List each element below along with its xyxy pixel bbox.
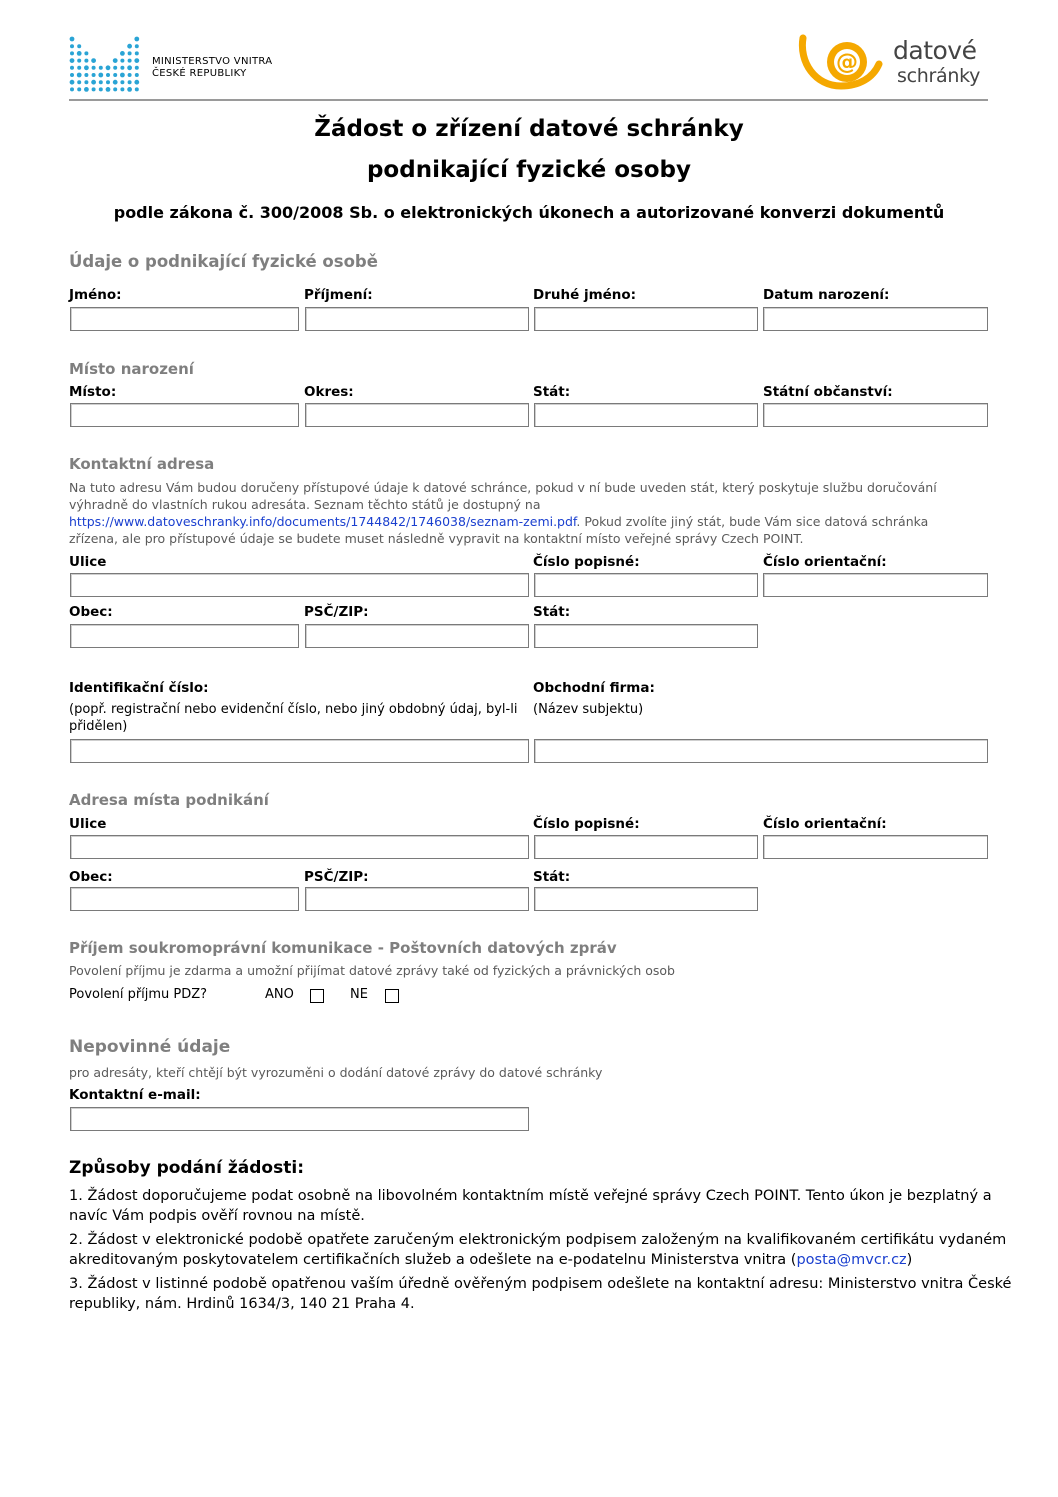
- method-3-line1: 3. Žádost v listinné podobě opatřenou vaším úředně ověřeným podpisem odešlete na kontaktní adresu: Ministerstvo vnitra České: [69, 1276, 1012, 1292]
- contact-note-line3-tail: . Pokud zvolíte jiný stát, bude Vám sice datová schránka: [576, 514, 929, 529]
- method-2-line2: [69, 1250, 989, 1270]
- logo-dot: [77, 73, 82, 78]
- logo-dot: [77, 44, 81, 48]
- logo-dot: [99, 80, 103, 84]
- contact-street-label: Ulice: [69, 554, 107, 570]
- logo-dot: [127, 44, 132, 49]
- optional-heading: Nepovinné údaje: [69, 1037, 231, 1057]
- ministry-dots-icon: [69, 36, 141, 92]
- contact-note-line2: výhradně do vlastních rukou adresáta. Seznam těchto států je dostupný na: [69, 497, 541, 512]
- business-zip-field[interactable]: [305, 887, 529, 911]
- header-divider: [69, 99, 988, 101]
- logo-dot: [120, 87, 124, 91]
- methods-heading: Způsoby podání žádosti:: [69, 1158, 304, 1178]
- country-list-link[interactable]: https://www.datoveschranky.info/documents/1744842/1746038/seznam-zemi.pdf: [69, 514, 577, 529]
- contact-city-label: Obec:: [69, 604, 113, 620]
- page-title-line2: podnikající fyzické osoby: [366, 157, 692, 183]
- logo-dot: [135, 73, 139, 77]
- logo-dot: [70, 51, 74, 55]
- middle-name-field[interactable]: [534, 307, 758, 331]
- logo-dot: [91, 80, 96, 85]
- logo-dot: [127, 65, 132, 70]
- pdz-yes-checkbox[interactable]: [310, 989, 324, 1003]
- logo-dot: [77, 66, 81, 70]
- page-subtitle: podle zákona č. 300/2008 Sb. o elektronických úkonech a autorizované konverzi dokumentů: [113, 203, 945, 222]
- logo-dot: [135, 44, 139, 48]
- logo-dot: [70, 80, 75, 85]
- logo-dot: [135, 87, 139, 91]
- logo-dot: [127, 87, 132, 92]
- logo-dot: [70, 44, 74, 48]
- email-link[interactable]: posta@mvcr.cz: [796, 1252, 907, 1268]
- method-2-line1: 2. Žádost v elektronické podobě opatřete zaručeným elektronickým podpisem založeným na kvalifikovaném certifikátu vydaném: [69, 1232, 1007, 1248]
- id-number-note-line2: přidělen): [69, 719, 128, 734]
- method-1-line1: 1. Žádost doporučujeme podat osobně na libovolném kontaktním místě veřejné správy Czech POINT. Tento úkon je bezplatný a: [69, 1188, 992, 1204]
- logo-dot: [106, 65, 111, 70]
- business-house-no-field[interactable]: [534, 835, 758, 859]
- id-number-note-line1: (popř. registrační nebo evidenční číslo, nebo jiný obdobný údaj, byl-li: [69, 702, 518, 717]
- birth-place-label: Místo:: [69, 384, 117, 400]
- logo-dot: [113, 87, 117, 91]
- contact-heading: Kontaktní adresa: [69, 455, 215, 473]
- method-3-line2: republiky, nám. Hrdinů 1634/3, 140 21 Praha 4.: [69, 1296, 415, 1312]
- last-name-label: Příjmení:: [304, 287, 373, 303]
- business-state-field[interactable]: [534, 887, 758, 911]
- method-2-line2-text: akreditovaným poskytovatelem certifikačních služeb a odešlete na e-podatelnu Ministerstva vnitra (: [69, 1252, 797, 1268]
- logo-dot: [113, 58, 118, 63]
- birth-district-field[interactable]: [305, 403, 529, 427]
- logo-dot: [84, 59, 88, 63]
- business-heading: Adresa místa podnikání: [69, 791, 269, 809]
- pdz-heading: Příjem soukromoprávní komunikace - Poštovních datových zpráv: [69, 939, 617, 957]
- contact-state-label: Stát:: [533, 604, 571, 620]
- last-name-field[interactable]: [305, 307, 529, 331]
- logo-dot: [128, 59, 132, 63]
- birth-place-field[interactable]: [70, 403, 299, 427]
- datove-schranky-logo: [797, 34, 892, 92]
- logo-dot: [120, 66, 124, 70]
- business-state-label: Stát:: [533, 869, 571, 885]
- contact-orient-no-field[interactable]: [763, 573, 988, 597]
- contact-zip-field[interactable]: [305, 624, 529, 648]
- logo-dot: [91, 58, 96, 63]
- logo-dot: [92, 87, 96, 91]
- contact-house-no-field[interactable]: [534, 573, 758, 597]
- business-city-label: Obec:: [69, 869, 113, 885]
- logo-dot: [128, 80, 132, 84]
- logo-dot: [134, 80, 139, 85]
- logo-dot: [128, 51, 132, 55]
- contact-orient-no-label: Číslo orientační:: [763, 554, 887, 570]
- logo-dot: [128, 73, 132, 77]
- logo-dot: [70, 66, 74, 70]
- citizenship-field[interactable]: [763, 403, 988, 427]
- logo-dot: [106, 87, 111, 92]
- logo-dot: [84, 51, 88, 55]
- logo-dot: [77, 87, 81, 91]
- business-house-no-label: Číslo popisné:: [533, 816, 640, 832]
- business-street-field[interactable]: [70, 835, 529, 859]
- logo-dot: [120, 51, 125, 56]
- method-2-line2-close: ): [906, 1252, 913, 1268]
- ministry-name-line2: ČESKÉ REPUBLIKY: [152, 68, 247, 79]
- contact-street-field[interactable]: [70, 573, 529, 597]
- logo-dot: [113, 66, 117, 70]
- logo-dot: [70, 58, 75, 63]
- logo-dot: [120, 80, 124, 84]
- contact-house-no-label: Číslo popisné:: [533, 554, 640, 570]
- logo-dot: [92, 66, 96, 70]
- logo-dot: [134, 37, 139, 42]
- business-city-field[interactable]: [70, 887, 299, 911]
- logo-dot: [113, 73, 117, 77]
- pdz-question: Povolení příjmu PDZ?: [69, 987, 208, 1002]
- birth-state-label: Stát:: [533, 384, 571, 400]
- ministry-name-line1: MINISTERSTVO VNITRA: [152, 56, 273, 67]
- email-field[interactable]: [70, 1107, 529, 1131]
- pdz-yes-label: ANO: [265, 987, 294, 1002]
- pdz-note: Povolení příjmu je zdarma a umožní přijímat datové zprávy také od fyzických a právnických osob: [69, 963, 675, 978]
- optional-note: pro adresáty, kteří chtějí být vyrozuměni o dodání datové zprávy do datové schránky: [69, 1065, 603, 1080]
- person-heading: Údaje o podnikající fyzické osobě: [69, 252, 378, 271]
- contact-zip-label: PSČ/ZIP:: [304, 604, 369, 620]
- logo-dot: [135, 66, 139, 70]
- id-number-field[interactable]: [70, 739, 529, 763]
- logo-dot: [77, 59, 81, 63]
- middle-name-label: Druhé jméno:: [533, 287, 637, 303]
- contact-note-line4: zřízena, ale pro přístupové údaje se budete muset následně vypravit na kontaktní místo veřejné správy Czech POINT.: [69, 531, 804, 546]
- birthplace-heading: Místo narození: [69, 360, 194, 378]
- birth-date-label: Datum narození:: [763, 287, 890, 303]
- business-street-label: Ulice: [69, 816, 107, 832]
- company-field[interactable]: [534, 739, 988, 763]
- ministry-logo: [69, 36, 141, 92]
- contact-city-field[interactable]: [70, 624, 299, 648]
- brand-line1: datové: [893, 36, 977, 65]
- logo-dot: [106, 73, 110, 77]
- first-name-field[interactable]: [70, 307, 299, 331]
- logo-dot: [134, 58, 139, 63]
- logo-dot: [106, 80, 110, 84]
- logo-dot: [84, 80, 88, 84]
- logo-dot: [70, 73, 74, 77]
- company-label: Obchodní firma:: [533, 680, 655, 696]
- logo-dot: [98, 73, 103, 78]
- birth-date-field[interactable]: [763, 307, 988, 331]
- id-number-label: Identifikační číslo:: [69, 680, 209, 696]
- citizenship-label: Státní občanství:: [763, 384, 893, 400]
- logo-dot: [120, 59, 124, 63]
- logo-dot: [99, 87, 103, 91]
- business-zip-label: PSČ/ZIP:: [304, 869, 369, 885]
- logo-dot: [92, 73, 96, 77]
- logo-dot: [99, 66, 103, 70]
- method-1-line2: navíc Vám podpis ověří rovnou na místě.: [69, 1208, 365, 1224]
- email-label: Kontaktní e-mail:: [69, 1087, 201, 1103]
- logo-dot: [77, 80, 81, 84]
- brand-line2: schránky: [897, 65, 981, 87]
- company-note: (Název subjektu): [533, 702, 644, 717]
- logo-dot: [77, 51, 82, 56]
- contact-state-field[interactable]: [534, 624, 758, 648]
- contact-note-line1: Na tuto adresu Vám budou doručeny přístupové údaje k datové schránce, pokud v ní bude uveden stát, který poskytuje službu doručování: [69, 480, 937, 495]
- logo-dot: [84, 65, 89, 70]
- pdz-no-label: NE: [350, 987, 368, 1002]
- first-name-label: Jméno:: [69, 287, 122, 303]
- logo-dot: [135, 51, 139, 55]
- at-sign-icon: [797, 34, 892, 92]
- logo-dot: [84, 73, 88, 77]
- page-title-line1: Žádost o zřízení datové schránky: [314, 116, 744, 142]
- contact-note-line3: [69, 513, 928, 530]
- logo-dot: [113, 80, 118, 85]
- business-orient-no-label: Číslo orientační:: [763, 816, 887, 832]
- logo-dot: [70, 37, 75, 42]
- birth-district-label: Okres:: [304, 384, 354, 400]
- logo-dot: [70, 87, 74, 91]
- logo-dot: [120, 73, 125, 78]
- logo-dot: [84, 87, 89, 92]
- svg-text:@: @: [836, 50, 858, 75]
- birth-state-field[interactable]: [534, 403, 758, 427]
- pdz-no-checkbox[interactable]: [385, 989, 399, 1003]
- business-orient-no-field[interactable]: [763, 835, 988, 859]
